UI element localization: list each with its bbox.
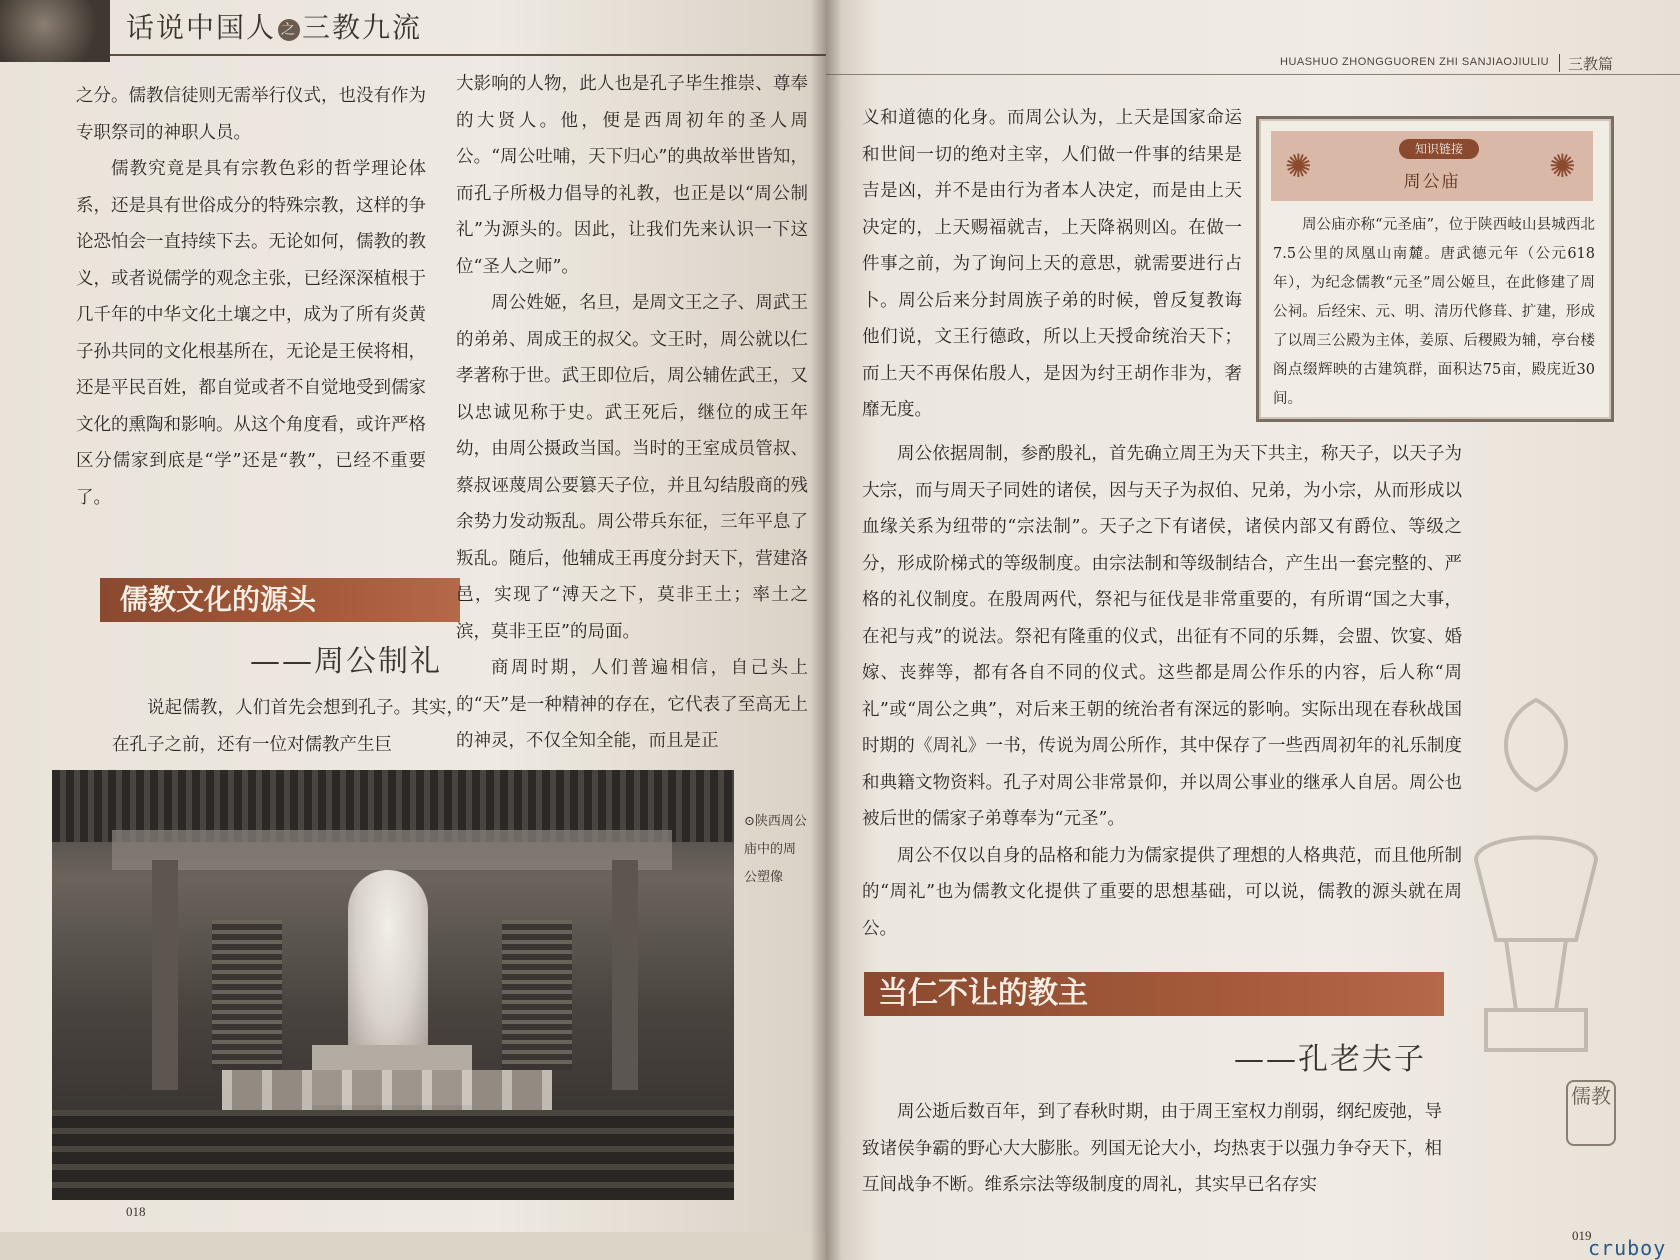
paragraph: 儒教究竟是具有宗教色彩的哲学理论体系，还是具有世俗成分的特殊宗教，这样的争论恐怕会一直持续下去。无论如何，儒教的教义，或者说儒学的观念主张，已经深深植根于几千年的中华文化土壤之中，成为了所有炎黄子孙共同的文化根基所在，无论是王侯将相，还是平民百姓，都自觉或者不自觉地受到儒家文化的熏陶和影响。从这个角度看，或许严格区分儒家到底是“学”还是“教”，已经不重要了。 <box>76 159 426 508</box>
sidebox-text: 周公庙亦称“元圣庙”，位于陕西岐山县城西北7.5公里的凤凰山南麓。唐武德元年（公元618年），为纪念儒教“元圣”周公姬旦，在此修建了周公祠。后经宋、元、明、清历代修葺、扩建，形成了以周三公殿为主体，姜原、后稷殿为辅，亭台楼阁点缀辉映的古建筑群，面积达75亩，殿庑近30间。 <box>1273 217 1595 407</box>
duke-zhou-statue <box>348 870 428 1055</box>
header-section-name: 三教篇 <box>1568 55 1614 73</box>
paragraph: 周公姓姬，名旦，是周文王之子、周武王的弟弟、周成王的叔父。文王时，周公就以仁孝著称于世。武王即位后，周公辅佐武王，又以忠诚见称于史。武王死后，继位的成王年幼，由周公摄政当国。当时的王室成员管叔、蔡叔诬蔑周公要篡天子位，并且勾结殷商的残余势力发动叛乱。周公带兵东征，三年平息了叛乱。随后，他辅成王再度分封天下，营建洛邑，实现了“溥天之下，莫非王土；率土之滨，莫非王臣”的局面。 <box>456 293 808 642</box>
header-separator <box>1559 54 1560 72</box>
page-bottom-strip <box>0 1232 826 1260</box>
left-col2-text <box>456 66 808 760</box>
header-rule <box>110 54 826 56</box>
right-top-text: 义和道德的化身。而周公认为，上天是国家命运和世间一切的绝对主宰，人们做一件事的结果是吉是凶，并不是由行为者本人决定，而是由上天决定的，上天赐福就吉，上天降祸则凶。在做一件事之前，为了询问上天的意思，就需要进行占卜。周公后来分封周族子弟的时候，曾反复教诲他们说，文王行德政，所以上天授命统治天下；而上天不再保佑殷人，是因为纣王胡作非为，奢靡无度。 <box>862 108 1242 420</box>
right-page <box>826 0 1680 1260</box>
paragraph: 周公不仅以自身的品格和能力为儒家提供了理想的人格典范，而且他所制的“周礼”也为儒教文化提供了重要的思想基础，可以说，儒教的源头就在周公。 <box>862 845 1462 939</box>
section-subtitle: ——孔老夫子 <box>1234 1042 1426 1077</box>
right-bottom-text: 周公逝后数百年，到了春秋时期，由于周王室权力削弱，纲纪废弛，导致诸侯争霸的野心大大膨胀。列国无论大小，均热衷于以强力争夺天下，相互间战争不断。维系宗法等级制度的周礼，其实早已名存实 <box>862 1102 1442 1195</box>
ru-jiao-seal: 儒教 <box>1566 1080 1616 1146</box>
left-header <box>0 0 826 62</box>
page-number: 018 <box>126 1204 146 1219</box>
header-logo-image <box>0 0 110 62</box>
book-gutter <box>810 0 842 1260</box>
book-title: 话说中国人 之 三教九流 <box>126 11 423 44</box>
temple-photo <box>52 770 734 1200</box>
photo-caption: ⊙陕西周公庙中的周公塑像 <box>744 814 807 885</box>
section-subtitle: ——周公制礼 <box>250 644 442 679</box>
decorative-vase-ornament <box>1436 680 1646 1100</box>
paragraph: 商周时期，人们普遍相信，自己头上的“天”是一种精神的存在，它代表了至高无上的神灵，不仅全知全能，而且是正 <box>456 658 808 751</box>
photo-eave <box>112 830 672 870</box>
page-number: 019 <box>1572 1228 1592 1243</box>
title-connector: 之 <box>278 19 300 41</box>
sidebox-tag: 知识链接 <box>1399 139 1479 159</box>
knowledge-link-box <box>1256 116 1614 422</box>
phoenix-icon: ✺ <box>1549 147 1576 185</box>
photo-pillar <box>612 860 638 1090</box>
temple-steps <box>52 1110 734 1200</box>
left-col1-bottom-text: 说起儒教，人们首先会想到孔子。其实，在孔子之前，还有一位对儒教产生巨 <box>112 698 464 755</box>
sidebox-title: 周公庙 <box>1403 172 1461 192</box>
paragraph: 周公依据周制，参酌殷礼，首先确立周王为天下共主，称天子，以天子为大宗，而与周天子同姓的诸侯，因与天子为叔伯、兄弟，为小宗，从而形成以血缘关系为纽带的“宗法制”。天子之下有诸侯，诸侯内部又有爵位、等级之分，形成阶梯式的等级制度。由宗法制和等级制结合，产生出一套完整的、严格的礼仪制度。在殷周两代，祭祀与征伐是非常重要的，有所谓“国之大事，在祀与戎”的说法。祭祀有隆重的仪式，出征有不同的乐舞，会盟、饮宴、婚嫁、丧葬等，都有各自不同的仪式。这些都是周公作乐的内容，后人称“周礼”或“周公之典”，对后来王朝的统治者有深远的影响。实际出现在春秋战国时期的《周礼》一书，传说为周公所作，其中保存了一些西周初年的礼乐制度和典籍文物资料。孔子对周公非常景仰，并以周公事业的继承人自居。周公也被后世的儒家子弟尊奉为“元圣”。 <box>862 444 1462 829</box>
paragraph: 大影响的人物，此人也是孔子毕生推崇、尊奉的大贤人。他，便是西周初年的圣人周公。“周公吐哺，天下归心”的典故举世皆知，而孔子所极力倡导的礼教，也正是以“周公制礼”为源头的。因此，让我们先来认识一下这位“圣人之师”。 <box>456 74 808 277</box>
paragraph: 之分。儒教信徒则无需举行仪式，也没有作为专职祭司的神职人员。 <box>76 86 426 143</box>
left-col1-text <box>76 78 426 516</box>
sidebox-header <box>1271 131 1593 201</box>
left-page <box>0 0 826 1260</box>
right-body-text <box>862 436 1462 947</box>
photo-pillar <box>152 860 178 1090</box>
watermark: cruboy <box>1588 1236 1667 1260</box>
section-title-bar: 儒教文化的源头 <box>100 578 460 622</box>
section-title-bar: 当仁不让的教主 <box>864 972 1444 1016</box>
header-rule <box>826 74 1680 75</box>
photo-door <box>212 920 282 1070</box>
phoenix-icon: ✺ <box>1285 147 1312 185</box>
header-pinyin: HUASHUO ZHONGGUOREN ZHI SANJIAOJIULIU <box>1280 56 1550 68</box>
photo-door <box>502 920 572 1070</box>
